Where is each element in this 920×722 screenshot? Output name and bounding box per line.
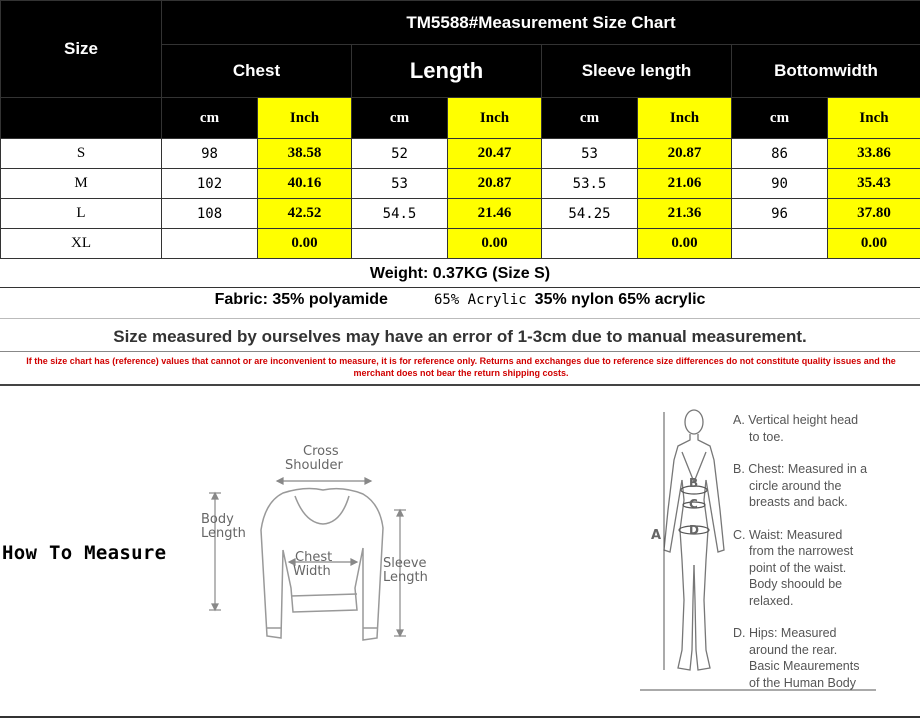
table-row	[1, 199, 920, 229]
bottom-cm: 86	[732, 139, 828, 169]
size-label: S	[1, 139, 162, 169]
bottom-inch: 0.00	[828, 229, 920, 259]
length-cm: 52	[352, 139, 448, 169]
size-chart-table	[0, 0, 920, 259]
weight-info: Weight: 0.37KG (Size S)	[0, 260, 920, 288]
unit-cm: cm	[732, 98, 828, 139]
table-row	[1, 139, 920, 169]
how-to-measure-heading: How To Measure	[2, 542, 167, 564]
label-a: A	[651, 528, 662, 543]
length-cm	[352, 229, 448, 259]
legend-item-d: D. Hips: Measured around the rear. Basic Meaurements of the Human Body	[733, 626, 860, 690]
legend-item-c: C. Waist: Measured from the narrowest point of the waist. Body shoould be relaxed.	[733, 527, 854, 608]
disclaimer-text: If the size chart has (reference) values that cannot or are inconvenient to measure, it is for reference only. Returns and exchanges due to reference size differences do not constitute quality issues and the merchant does not bear the return shipping costs.	[26, 356, 896, 378]
fabric-rest: 35% nylon 65% acrylic	[534, 291, 706, 308]
table-row	[1, 169, 920, 199]
fabric-label: Fabric: 35% polyamide	[214, 291, 388, 308]
group-length: Length	[352, 45, 542, 98]
measurement-note: Size measured by ourselves may have an error of 1-3cm due to manual measurement.	[0, 322, 920, 352]
label-body-length: Length	[201, 526, 246, 541]
bottom-inch: 33.86	[828, 139, 920, 169]
label-c: C	[689, 497, 698, 511]
group-chest: Chest	[162, 45, 352, 98]
sleeve-inch: 21.06	[638, 169, 732, 199]
unit-inch: Inch	[448, 98, 542, 139]
fabric-info	[0, 289, 920, 319]
measurement-legend	[733, 412, 913, 707]
chest-cm: 108	[162, 199, 258, 229]
label-body: Body	[201, 512, 234, 527]
table-row	[1, 229, 920, 259]
label-sleeve-length: Length	[383, 570, 428, 585]
bottom-divider	[0, 716, 920, 718]
length-cm: 53	[352, 169, 448, 199]
chest-cm	[162, 229, 258, 259]
unit-inch: Inch	[638, 98, 732, 139]
sleeve-cm: 53	[542, 139, 638, 169]
chest-inch: 42.52	[258, 199, 352, 229]
label-sleeve: Sleeve	[383, 556, 427, 571]
bottom-inch: 35.43	[828, 169, 920, 199]
legend-item-b: B. Chest: Measured in a circle around the breasts and back.	[733, 462, 868, 509]
label-b: B	[689, 476, 699, 490]
length-inch: 0.00	[448, 229, 542, 259]
bottom-cm: 90	[732, 169, 828, 199]
sleeve-cm: 53.5	[542, 169, 638, 199]
section-divider	[0, 384, 920, 386]
unit-cm: cm	[352, 98, 448, 139]
chest-cm: 102	[162, 169, 258, 199]
label-chest: Chest	[295, 550, 333, 565]
unit-cm: cm	[542, 98, 638, 139]
sleeve-cm	[542, 229, 638, 259]
unit-cm: cm	[162, 98, 258, 139]
size-label: L	[1, 199, 162, 229]
size-header: Size	[1, 1, 162, 98]
size-header-filler	[1, 98, 162, 139]
bottom-cm: 96	[732, 199, 828, 229]
size-label: M	[1, 169, 162, 199]
label-cross: Cross	[303, 444, 339, 459]
fabric-mono-text: 65% Acrylic	[433, 292, 527, 308]
sleeve-inch: 21.36	[638, 199, 732, 229]
sleeve-cm: 54.25	[542, 199, 638, 229]
chest-inch: 0.00	[258, 229, 352, 259]
legend-item-a: A. Vertical height head to toe.	[733, 413, 859, 444]
sweater-measure-diagram	[195, 438, 445, 648]
chest-inch: 38.58	[258, 139, 352, 169]
length-inch: 20.87	[448, 169, 542, 199]
group-sleeve-length: Sleeve length	[542, 45, 732, 98]
label-shoulder: Shoulder	[285, 458, 343, 473]
sleeve-inch: 0.00	[638, 229, 732, 259]
chart-title: TM5588#Measurement Size Chart	[162, 1, 920, 45]
chest-cm: 98	[162, 139, 258, 169]
group-bottomwidth: Bottomwidth	[732, 45, 920, 98]
length-inch: 21.46	[448, 199, 542, 229]
label-d: D	[689, 523, 699, 537]
length-cm: 54.5	[352, 199, 448, 229]
length-inch: 20.47	[448, 139, 542, 169]
unit-inch: Inch	[258, 98, 352, 139]
bottom-cm	[732, 229, 828, 259]
sleeve-inch: 20.87	[638, 139, 732, 169]
unit-inch: Inch	[828, 98, 920, 139]
bottom-inch: 37.80	[828, 199, 920, 229]
size-label: XL	[1, 229, 162, 259]
label-chest-width: Width	[293, 564, 331, 579]
body-outline	[664, 410, 724, 670]
chest-inch: 40.16	[258, 169, 352, 199]
